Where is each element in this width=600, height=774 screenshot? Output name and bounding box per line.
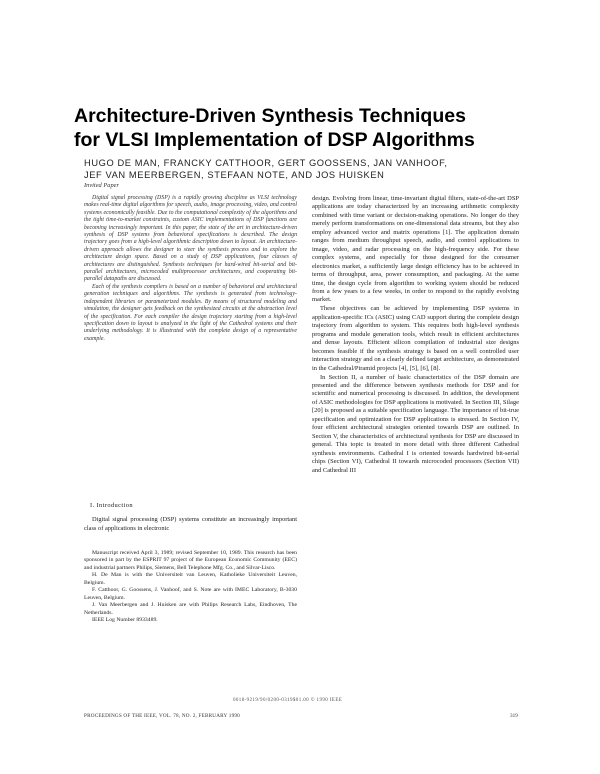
footnote-manuscript: Manuscript received April 3, 1989; revised September 10, 1989. This research has been sponsored in part by the ESPRIT 97 project of the European Economic Community (EEC) and industrial partners Philips, Siemens, Bell Telephone Mfg. Co., and Silvar-Lisco.	[84, 550, 297, 571]
abstract-paragraph-2: Each of the synthesis compilers is based on a number of behavioral and architectural generation techniques and algorithms. The synthesis is generated from technology-independent libraries or parameterized modules. By means of structured modeling and simulation, the designer gets feedback on the synthesized circuits at the abstraction level of the specification. For each compiler the design trajectory starting from a high-level specification down to layout is analyzed in the light of the Cathedral systems and their underlying methodology. It is illustrated with the complete design of a representative example.	[84, 283, 297, 342]
body-paragraph-2: These objectives can be achieved by implementing DSP systems in application-specific ICs (ASIC) using CAD support during the complete design trajectory from algorithm to system. This requires both high-level synthesis programs and module generation tools, which result in efficient architectures and dense layouts. Efficient silicon compilation of industrial size designs becomes feasible if the synthesis strategy is based on a well controlled user interaction strategy and on a clearly defined target architecture, as demonstrated in the Cathedral/Piramid projects [4], [5], [6], [8].	[312, 305, 519, 372]
body-paragraph-3: In Section II, a number of basic characteristics of the DSP domain are presented and the difference between synthesis methods for DSP and for scientific and numerical processing is discussed. In addition, the development of ASIC methodologies for DSP applications is motivated. In Section III, Silage [20] is proposed as a suitable specification language. The importance of bit-true specification and optimization for DSP applications is stressed. In Section IV, four efficient architectural strategies oriented towards DSP are outlined. In Section V, the characteristics of architectural synthesis for DSP are discussed in general. This topic is treated in more detail with three different Cathedral synthesis environments. Cathedral I is oriented towards hardwired bit-serial chips (Section VI), Cathedral II towards microcoded processors (Section VII) and Cathedral III	[312, 373, 519, 474]
section-heading-introduction: I. Introduction	[90, 502, 133, 509]
footnote-log-number: IEEE Log Number 8933489.	[92, 617, 158, 624]
intro-paragraph: Digital signal processing (DSP) systems constitute an increasingly important class of applications in electronic	[84, 516, 297, 532]
abstract	[84, 195, 297, 343]
introduction-text	[84, 516, 297, 533]
authors-line-1: HUGO DE MAN, FRANCKY CATTHOOR, GERT GOOSSENS, JAN VANHOOF,	[84, 158, 448, 168]
copyright-line: 0018-9219/90/0200-0319$01.00 © 1990 IEEE	[233, 698, 343, 703]
right-column-body	[312, 195, 519, 475]
footnote-author-3: J. Van Meerbergen and J. Huisken are with Philips Research Labs, Eindhoven, The Netherlands.	[84, 602, 297, 616]
footnote-author-2: F. Catthoor, G. Goossens, J. Vanhoof, and S. Note are with IMEC Laboratory, B-3030 Leuven, Belgium.	[84, 587, 297, 601]
footer-page-number: 319	[510, 713, 518, 719]
title-line-1: Architecture-Driven Synthesis Techniques	[74, 105, 466, 127]
paper-title	[74, 104, 544, 152]
authors-line-2: JEF VAN MEERBERGEN, STEFAAN NOTE, AND JOS HUISKEN	[84, 170, 385, 180]
abstract-paragraph-1: Digital signal processing (DSP) is a rapidly growing discipline as VLSI technology makes real-time digital algorithms for speech, audio, image processing, video, and control systems economically feasible. Due to the computational complexity of the algorithms and the tight time-to-market constraints, custom ASIC implementations of DSP functions are becoming increasingly important. In this paper, the state of the art in architecture-driven synthesis of DSP systems from behavioral specifications is described. The design trajectory goes from a high-level algorithmic description down to layout. An architecture-driven approach allows the designer to steer the synthesis process and to explore the architecture design space. Based on a study of DSP applications, four classes of architectures are distinguished. Synthesis techniques for hard-wired bit-serial and bit-parallel architectures, microcoded multiprocessor architectures, and cooperating bit-parallel datapaths are discussed.	[84, 195, 297, 283]
footer-journal-info: PROCEEDINGS OF THE IEEE, VOL. 78, NO. 2, FEBRUARY 1990	[84, 713, 240, 719]
paper-type-label: Invited Paper	[84, 182, 119, 189]
author-list	[84, 157, 544, 181]
body-paragraph-1: design. Evolving from linear, time-invariant digital filters, state-of-the-art DSP applications are today characterized by an increasing arithmetic complexity combined with time variant or decision-making operations. No longer do they merely perform transformations on one-dimensional data streams, but they also employ advanced vector and matrix operations [1]. The application domain ranges from medium throughput speech, audio, and control applications to image, video, and radar processing on the high-frequency side. For these complex systems, and especially for those designed for the consumer electronics market, a sufficiently large design efficiency has to be achieved in terms of throughput, area, power consumption, and packaging. At the same time, the design cycle from algorithm to working system should be reduced from a few years to a few weeks, in order to respond to the rapidly evolving market.	[312, 195, 519, 304]
title-line-2: for VLSI Implementation of DSP Algorithms	[74, 129, 475, 151]
footnote-author-1: H. De Man is with the Universiteit van Leuven, Katholieke Universiteit Leuven, Belgium.	[84, 572, 297, 586]
footnotes	[84, 550, 297, 625]
